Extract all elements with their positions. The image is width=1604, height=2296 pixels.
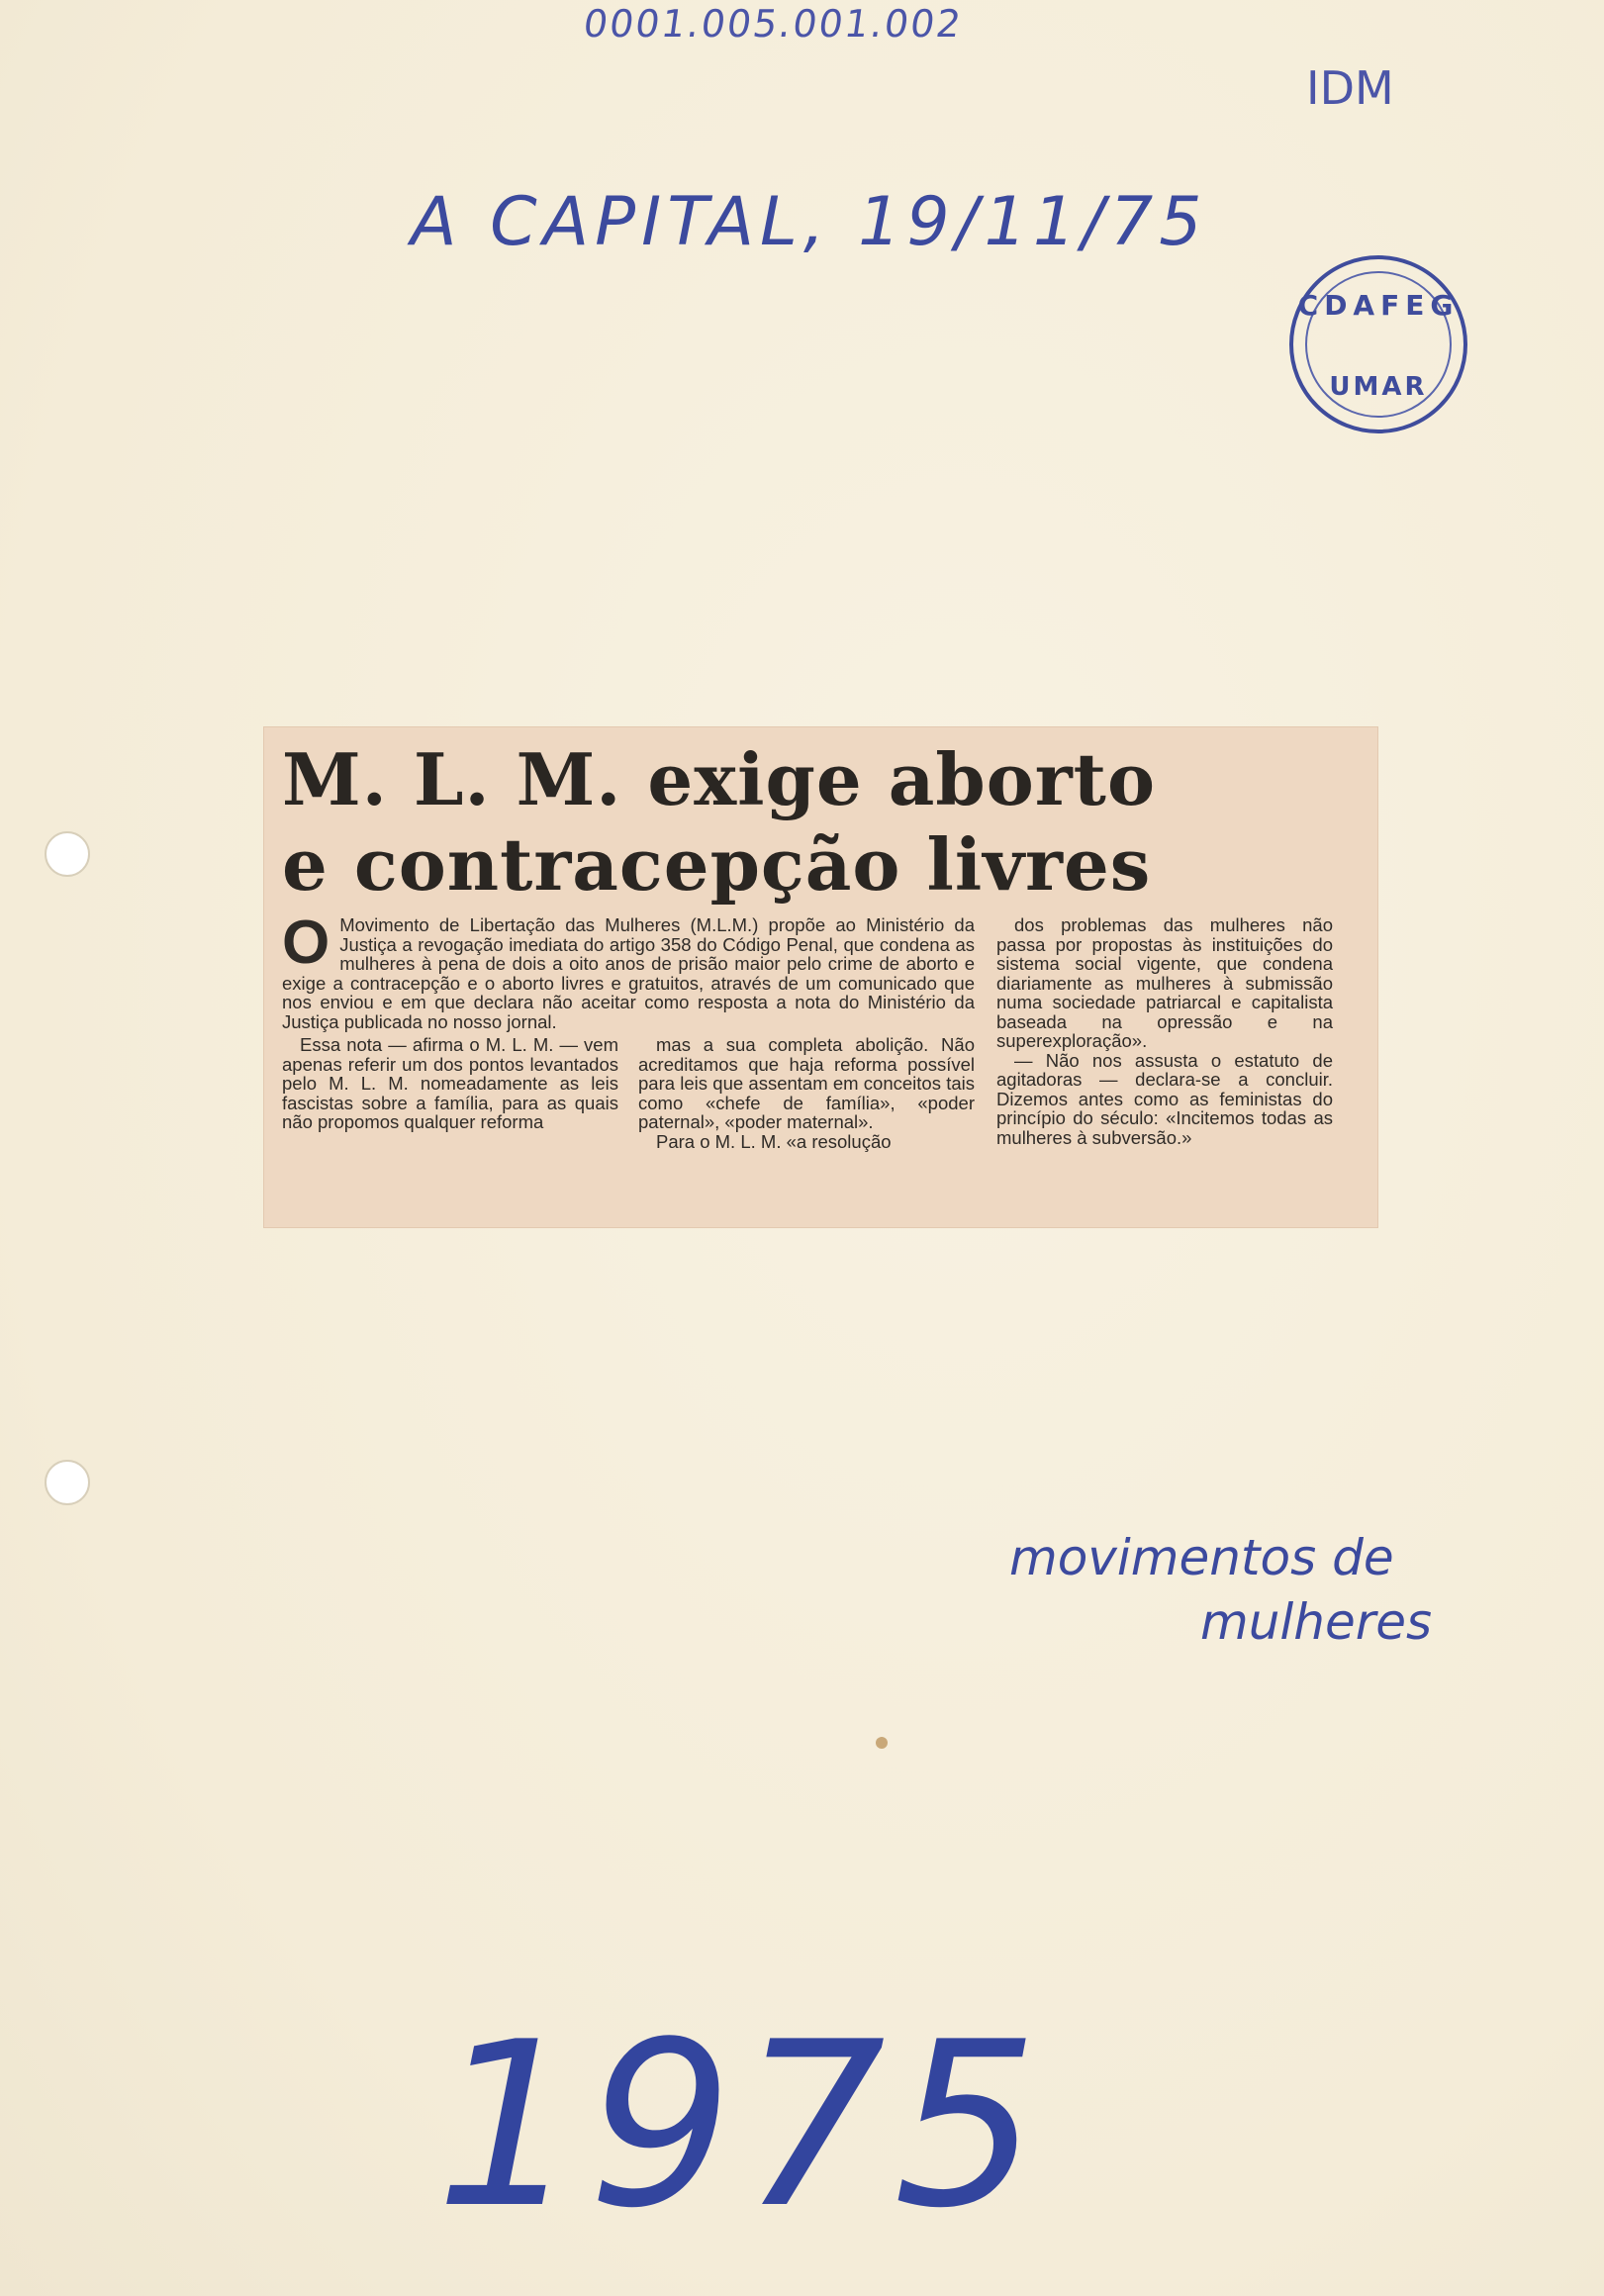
article-lede — [282, 909, 975, 1032]
headline-line-2: e contracepção livres — [282, 822, 1152, 907]
article-dropcap: O — [282, 909, 330, 977]
year-mark: 1975 — [435, 1994, 1047, 2258]
headline-line-1: M. L. M. exige aborto — [282, 737, 1156, 821]
paragraph: mas a sua completa abolição. Não acreditamos que haja reforma possível para leis que assentam em conceitos tais como «chefe de família», «poder paternal», «poder maternal». — [638, 1034, 975, 1132]
lede-text: Movimento de Libertação das Mulheres (M.L.M.) propõe ao Ministério da Justiça a revogação imediata do artigo 358 do Código Penal, que condena as mulheres à pena de dois a oito anos de prisão maior pelo crime de aborto e exige a contracepção e o aborto livres e gratuitos, através de um comunicado que nos enviou e em que declara não aceitar como resposta a nota do Ministério da Justiça publicada no nosso jornal. — [282, 914, 975, 1032]
article-column-1 — [282, 1035, 618, 1151]
paragraph: dos problemas das mulheres não passa por propostas às instituições do sistema social vigente, que condena diariamente as mulheres à submissão numa sociedade patriarcal e capitalista baseada na opressão e na superexploração». — [996, 914, 1333, 1051]
article-subcolumns — [282, 1035, 975, 1151]
paragraph: Para o M. L. M. «a resolução — [656, 1130, 892, 1152]
article-column-3 — [996, 915, 1333, 1151]
subject-note-line-1: movimentos de — [1009, 1529, 1394, 1586]
article-left-block — [282, 909, 975, 1152]
stamp-bottom-text: UMAR — [1329, 372, 1428, 402]
stamp-top-text: CDAFEG — [1297, 289, 1460, 322]
punch-hole — [45, 831, 90, 877]
ink-dot — [876, 1737, 888, 1749]
article-body — [264, 908, 1377, 1151]
paragraph: Essa nota — afirma o M. L. M. — vem apenas referir um dos pontos levantados pelo M. L. M. nomeadamente as leis fascistas sobre a família, para as quais não propomos qualquer reforma — [282, 1034, 618, 1132]
article-headline — [264, 727, 1377, 908]
archive-code: 0001.005.001.002 — [580, 2, 966, 46]
paragraph: — Não nos assusta o estatuto de agitadoras — declara-se a concluir. Dizemos antes como as feministas do princípio do século: «Incitemos todas as mulheres à subversão.» — [996, 1049, 1333, 1148]
source-label: A CAPITAL, 19/11/75 — [411, 183, 1208, 261]
punch-hole — [45, 1460, 90, 1505]
newspaper-clipping — [264, 727, 1377, 1227]
subject-note-line-2: mulheres — [1200, 1593, 1433, 1651]
archive-stamp — [1289, 255, 1467, 433]
collection-mark: IDM — [1306, 61, 1394, 115]
article-column-2 — [638, 1035, 975, 1151]
